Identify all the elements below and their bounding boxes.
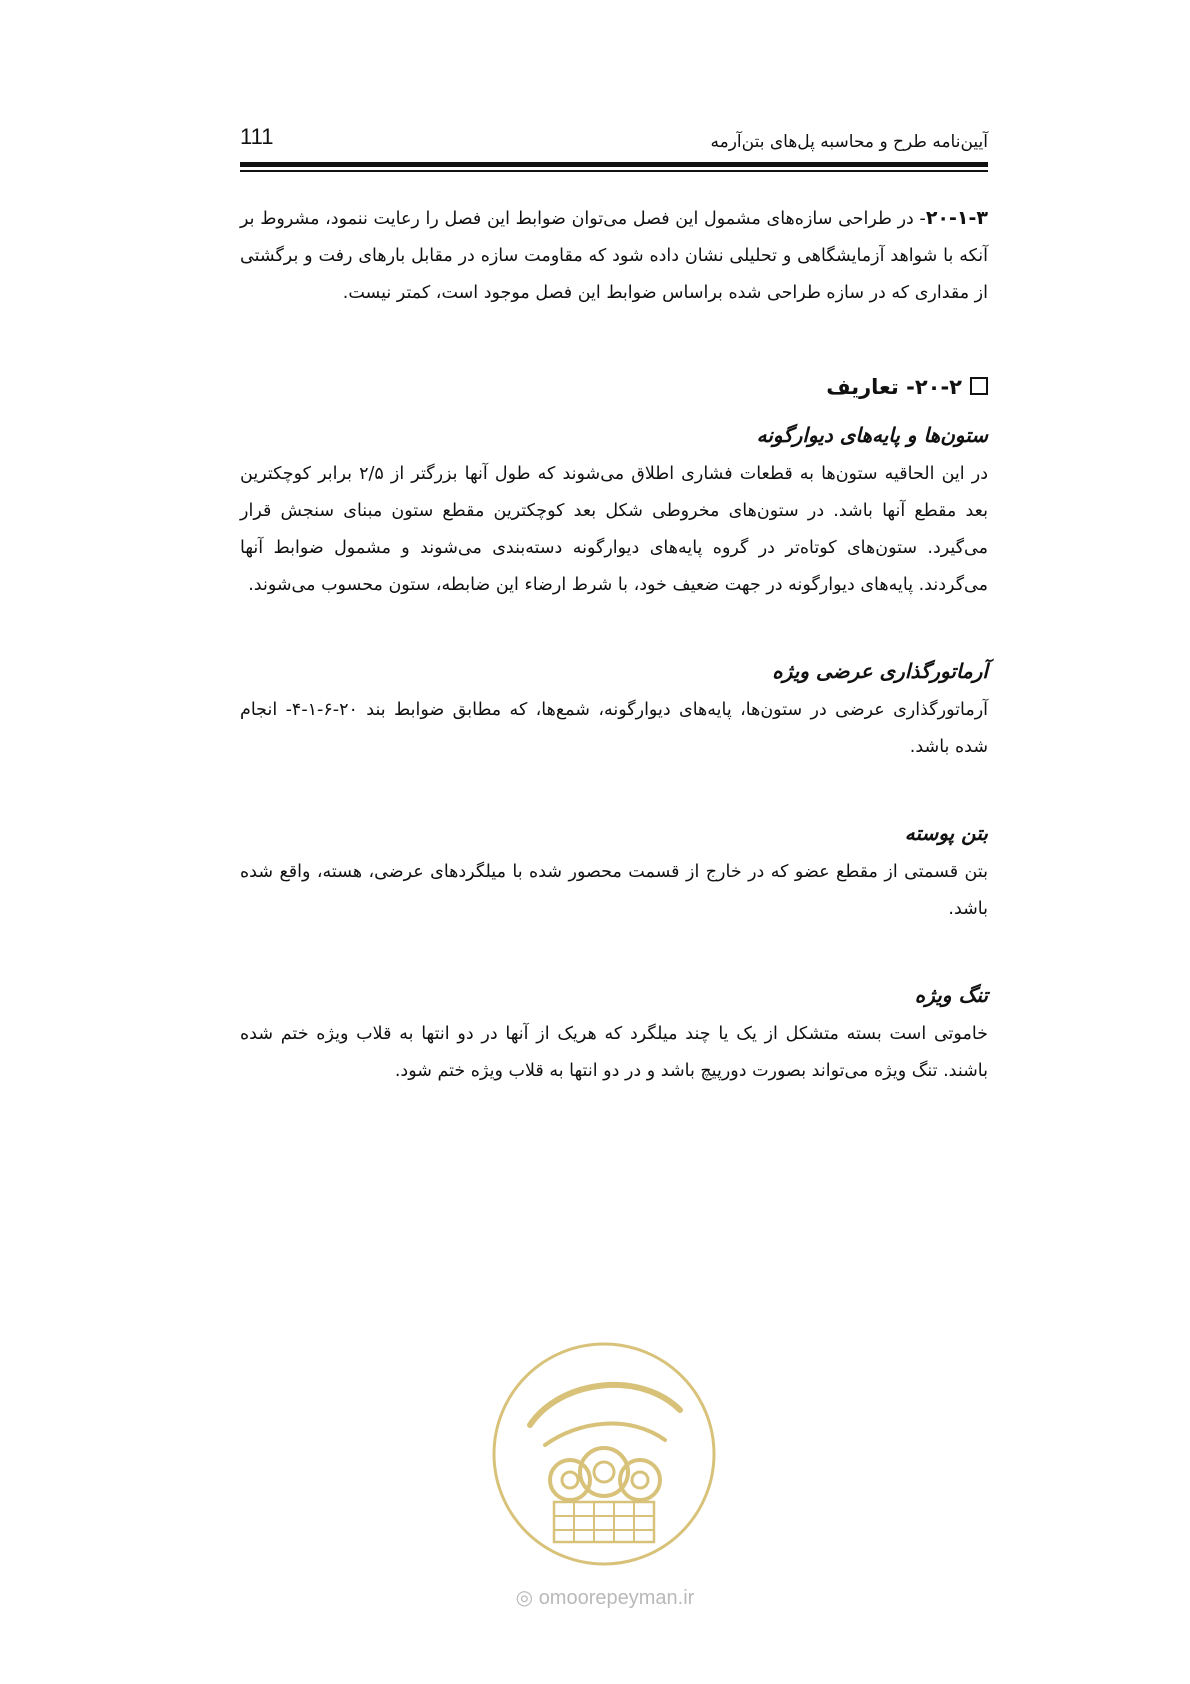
- definition-text: در این الحاقیه ستون‌ها به قطعات فشاری اطلاق می‌شوند که طول آنها بزرگتر از ۲/۵ برابر کوچکترین بعد مقطع آنها باشد. در ستون‌های مخروطی شکل بعد کوچکترین مقطع ستون مبنای سنجش قرار می‌گیرد. ستون‌های کوتاه‌تر در گروه پایه‌های دیوارگونه دسته‌بندی می‌شوند و مشمول ضوابط آنها می‌گردند. پایه‌های دیوارگونه در جهت ضعیف خود، با شرط ارضاء این ضابطه، ستون محسوب می‌شوند.: [240, 464, 988, 595]
- page-body: [240, 200, 988, 1090]
- definition-text: آرماتورگذاری عرضی در ستون‌ها، پایه‌های دیوارگونه، شمع‌ها، که مطابق ضوابط بند ۲۰-۶-۱-۴- انجام شده باشد.: [240, 700, 989, 757]
- clause-number: ۲۰-۱-۳: [925, 207, 988, 229]
- watermark-url-text: omoorepeyman.ir: [538, 1587, 695, 1609]
- definition-term: ستون‌ها و پایه‌های دیوارگونه: [756, 423, 988, 447]
- clause-paragraph: [240, 200, 988, 312]
- watermark-logo: [490, 1340, 718, 1568]
- definition-text: خاموتی است بسته متشکل از یک یا چند میلگرد که هریک از آنها در دو انتها به قلاب ویژه ختم شده باشند. تنگ ویژه می‌تواند بصورت دورپیچ باشد و در دو انتها به قلاب ویژه ختم شود.: [240, 1024, 988, 1081]
- clause-text: - در طراحی سازه‌های مشمول این فصل می‌توان ضوابط این فصل را رعایت ننمود، مشروط بر آنکه با شواهد آزمایشگاهی و تحلیلی نشان داده شود که مقاومت سازه در مقابل بارهای رفت و برگشتی از مقداری که در سازه طراحی شده براساس ضوابط این فصل موجود است، کمتر نیست.: [240, 209, 988, 303]
- header-rule-thin: [240, 170, 988, 172]
- running-title: آیین‌نامه طرح و محاسبه پل‌های بتن‌آرمه: [710, 132, 988, 152]
- definition-term: آرماتورگذاری عرضی ویژه: [772, 659, 988, 683]
- definition-term: بتن پوسته: [904, 821, 988, 845]
- watermark-url: ◎ omoorepeyman.ir: [515, 1587, 695, 1609]
- page-number: 111: [240, 124, 274, 149]
- page-header: [240, 118, 988, 174]
- checkbox-icon: [970, 377, 988, 395]
- definition-text: بتن قسمتی از مقطع عضو که در خارج از قسمت محصور شده با میلگردهای عرضی، هسته، واقع شده باشد.: [240, 862, 988, 919]
- section-heading: [240, 368, 988, 406]
- header-rule-thick: [240, 162, 988, 167]
- definition-term: تنگ ویژه: [914, 983, 988, 1007]
- section-heading-text: ۲۰-۲- تعاریف: [826, 375, 962, 399]
